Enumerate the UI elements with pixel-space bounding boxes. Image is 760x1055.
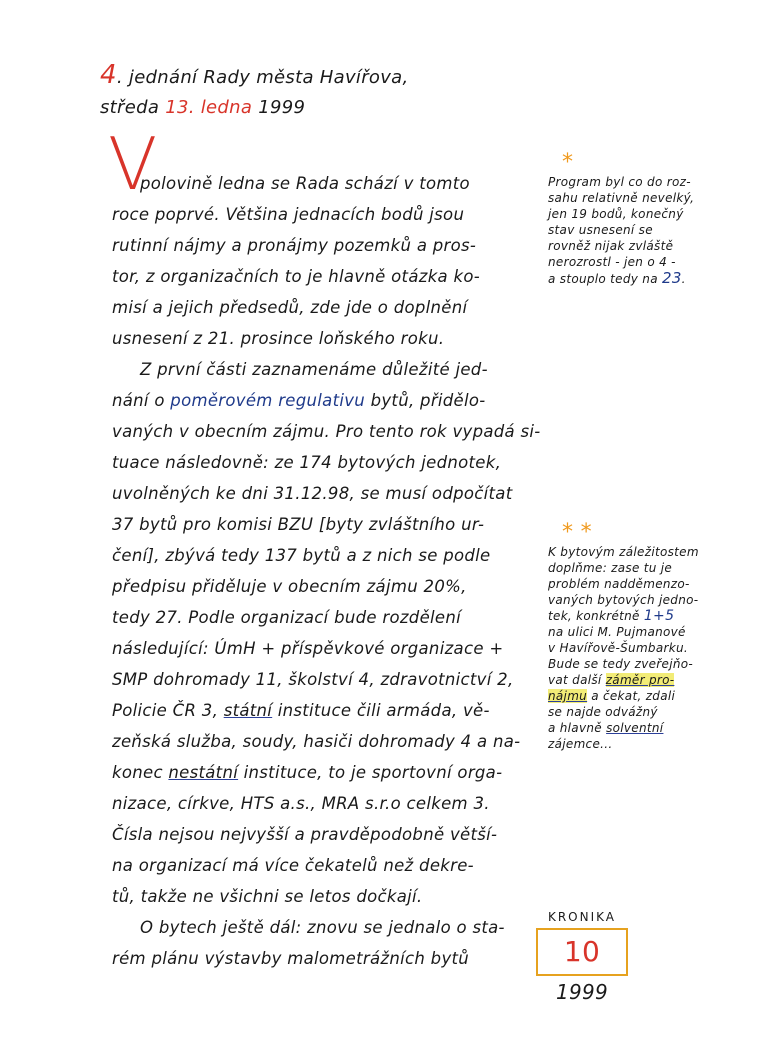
text-line: rém plánu výstavby malometrážních bytů bbox=[112, 949, 470, 968]
underlined-word: nestátní bbox=[168, 763, 239, 782]
text-segment: instituce, to je sportovní orga- bbox=[238, 763, 503, 782]
note-line: sahu relativně nevelký, bbox=[548, 191, 695, 205]
text-line: tuace následovně: ze 174 bytových jednotek, bbox=[112, 453, 502, 472]
text-segment: vat další bbox=[548, 673, 606, 687]
highlighted-term: poměrovém regulativu bbox=[170, 391, 366, 410]
note-line: vaných bytových jedno- bbox=[548, 593, 699, 607]
text-line bbox=[112, 757, 542, 788]
note-line: Program byl co do roz- bbox=[548, 175, 691, 189]
text-line: zeňská služba, soudy, hasiči dohromady 4 a na- bbox=[112, 732, 521, 751]
text-line: 37 bytů pro komisi BZU [byty zvláštního ur- bbox=[112, 515, 485, 534]
margin-note-1 bbox=[548, 152, 758, 287]
heading-line-1 bbox=[100, 60, 409, 93]
text-line: usnesení z 21. prosince loňského roku. bbox=[112, 329, 445, 348]
text-line bbox=[112, 695, 542, 726]
text-line: uvolněných ke dni 31.12.98, se musí odpočítat bbox=[112, 484, 513, 503]
highlighted-phrase: nájmu bbox=[548, 689, 588, 703]
text-line: předpisu přiděluje v obecním zájmu 20%, bbox=[112, 577, 467, 596]
note-line bbox=[548, 720, 758, 736]
margin-note-2 bbox=[548, 522, 758, 752]
text-line: polovině ledna se Rada schází v tomto bbox=[140, 174, 470, 193]
highlighted-phrase: záměr pro- bbox=[605, 673, 675, 687]
text-line: vaných v obecním zájmu. Pro tento rok vypadá si- bbox=[112, 422, 541, 441]
chronicle-year: 1999 bbox=[555, 980, 609, 1004]
chronicle-label: KRONIKA bbox=[547, 910, 617, 924]
text-segment: Policie ČR 3, bbox=[112, 701, 224, 720]
note-line: v Havířově-Šumbarku. bbox=[548, 641, 689, 655]
note-line: problém nadděmenzo- bbox=[548, 577, 690, 591]
drop-cap: V bbox=[108, 122, 158, 206]
text-segment: konec bbox=[112, 763, 169, 782]
text-line: roce poprvé. Většina jednacích bodů jsou bbox=[112, 205, 465, 224]
note-line: rovněž nijak zvláště bbox=[548, 239, 674, 253]
heading-line-2 bbox=[100, 93, 409, 123]
text-line: rutinní nájmy a pronájmy pozemků a pros- bbox=[112, 236, 477, 255]
note-line: Bude se tedy zveřejňo- bbox=[548, 657, 694, 671]
note-line: stav usnesení se bbox=[548, 223, 653, 237]
note-line bbox=[548, 270, 758, 287]
text-segment: a stouplo tedy na bbox=[548, 272, 662, 286]
text-line: SMP dohromady 11, školství 4, zdravotnictví 2, bbox=[112, 670, 514, 689]
highlighted-number: 23 bbox=[661, 269, 682, 287]
highlighted-term: 1+5 bbox=[643, 608, 675, 624]
note-line: jen 19 bodů, konečný bbox=[548, 207, 684, 221]
meeting-number: 4 bbox=[100, 60, 117, 90]
heading-weekday: středa bbox=[100, 97, 166, 118]
heading-year: 1999 bbox=[252, 97, 306, 118]
note-line: na ulici M. Pujmanové bbox=[548, 625, 686, 639]
heading-date: 13. ledna bbox=[165, 97, 253, 118]
underlined-word: solventní bbox=[606, 721, 664, 735]
text-line: na organizací má více čekatelů než dekre- bbox=[112, 856, 474, 875]
page-number-box bbox=[536, 928, 628, 976]
text-segment: tek, konkrétně bbox=[548, 609, 644, 623]
note-line: zájemce... bbox=[548, 737, 613, 751]
note-line bbox=[548, 608, 758, 624]
text-line: čení], zbývá tedy 137 bytů a z nich se podle bbox=[112, 546, 491, 565]
page-footer bbox=[522, 910, 642, 1004]
page-number: 10 bbox=[563, 935, 601, 968]
text-line: tů, takže ne všichni se letos dočkají. bbox=[112, 887, 423, 906]
note-line bbox=[548, 688, 758, 704]
note-line: doplňme: zase tu je bbox=[548, 561, 673, 575]
note-line: nerozrostl - jen o 4 - bbox=[548, 255, 676, 269]
text-line bbox=[112, 385, 542, 416]
text-segment: instituce čili armáda, vě- bbox=[272, 701, 490, 720]
asterisk-icon: * bbox=[562, 150, 574, 175]
text-line: misí a jejich předsedů, zde jde o doplnění bbox=[112, 298, 468, 317]
text-segment: . bbox=[681, 272, 686, 286]
heading-title: . jednání Rady města Havířova, bbox=[116, 67, 409, 88]
text-segment: nání o bbox=[112, 391, 171, 410]
text-line: následující: ÚmH + příspěvkové organizace + bbox=[112, 639, 504, 658]
main-text bbox=[112, 168, 542, 974]
underlined-word: státní bbox=[223, 701, 273, 720]
text-line: tor, z organizačních to je hlavně otázka ko- bbox=[112, 267, 481, 286]
text-line: Z první části zaznamenáme důležité jed- bbox=[140, 360, 488, 379]
double-asterisk-icon: * * bbox=[562, 520, 592, 545]
page-heading bbox=[100, 60, 409, 123]
text-line: nizace, církve, HTS a.s., MRA s.r.o celkem 3. bbox=[112, 794, 490, 813]
text-line: Čísla nejsou nejvyšší a pravděpodobně větší- bbox=[112, 825, 498, 844]
text-segment: a hlavně bbox=[548, 721, 607, 735]
note-line: K bytovým záležitostem bbox=[548, 545, 699, 559]
note-line: se najde odvážný bbox=[548, 705, 658, 719]
note-line bbox=[548, 672, 758, 688]
text-line: tedy 27. Podle organizací bude rozdělení bbox=[112, 608, 462, 627]
text-line: O bytech ještě dál: znovu se jednalo o sta- bbox=[140, 918, 505, 937]
text-segment: bytů, přidělo- bbox=[365, 391, 486, 410]
text-segment: a čekat, zdali bbox=[587, 689, 676, 703]
